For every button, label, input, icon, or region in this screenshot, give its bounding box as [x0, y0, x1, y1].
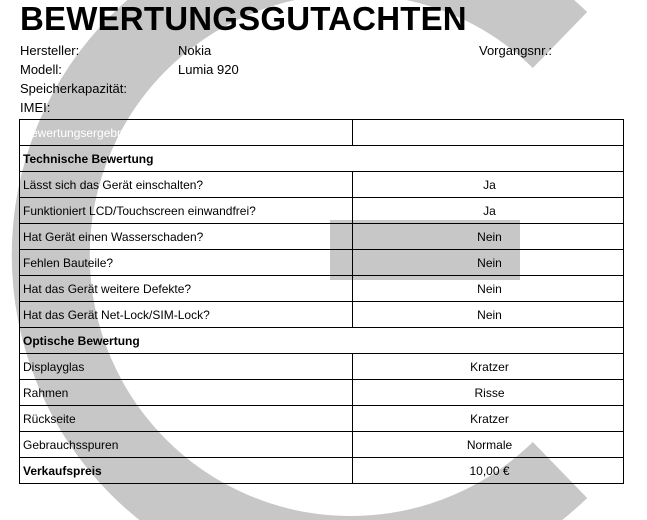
case-number-label: Vorgangsnr.:	[479, 43, 552, 58]
table-row	[20, 224, 624, 250]
total-label: Verkaufspreis	[20, 458, 353, 484]
question-cell: Rückseite	[20, 406, 353, 432]
results-table	[19, 119, 624, 484]
question-cell: Gebrauchsspuren	[20, 432, 353, 458]
table-row	[20, 354, 624, 380]
question-cell: Displayglas	[20, 354, 353, 380]
imei-label: IMEI:	[20, 100, 51, 115]
section-optical	[20, 328, 624, 354]
answer-cell: Nein	[353, 250, 624, 276]
manufacturer-value: Nokia	[178, 43, 212, 58]
answer-cell: Risse	[353, 380, 624, 406]
section-technical	[20, 146, 624, 172]
document-title: BEWERTUNGSGUTACHTEN	[20, 0, 467, 37]
table-row	[20, 172, 624, 198]
table-row	[20, 276, 624, 302]
question-cell: Funktioniert LCD/Touchscreen einwandfrei?	[20, 198, 353, 224]
answer-cell: Nein	[353, 224, 624, 250]
manufacturer-label: Hersteller:	[20, 43, 80, 58]
answer-cell: Ja	[353, 198, 624, 224]
header-rating: Bewertung Teqcycle	[353, 120, 624, 146]
question-cell: Hat das Gerät weitere Defekte?	[20, 276, 353, 302]
table-row	[20, 302, 624, 328]
answer-cell: Nein	[353, 302, 624, 328]
table-row	[20, 432, 624, 458]
table-row	[20, 250, 624, 276]
question-cell: Fehlen Bauteile?	[20, 250, 353, 276]
answer-cell: Kratzer	[353, 354, 624, 380]
header-results: Bewertungsergebnisse	[20, 120, 353, 146]
table-header-row	[20, 120, 624, 146]
section-optical-label: Optische Bewertung	[20, 328, 624, 354]
table-row	[20, 406, 624, 432]
table-row	[20, 380, 624, 406]
question-cell: Lässt sich das Gerät einschalten?	[20, 172, 353, 198]
total-row	[20, 458, 624, 484]
imei-redaction	[172, 96, 277, 116]
question-cell: Hat das Gerät Net-Lock/SIM-Lock?	[20, 302, 353, 328]
answer-cell: Nein	[353, 276, 624, 302]
storage-label: Speicherkapazität:	[20, 81, 127, 96]
answer-cell: Normale	[353, 432, 624, 458]
answer-cell: Ja	[353, 172, 624, 198]
model-value: Lumia 920	[178, 62, 239, 77]
table-row	[20, 198, 624, 224]
model-label: Modell:	[20, 62, 62, 77]
total-value: 10,00 €	[353, 458, 624, 484]
question-cell: Rahmen	[20, 380, 353, 406]
answer-cell: Kratzer	[353, 406, 624, 432]
question-cell: Hat Gerät einen Wasserschaden?	[20, 224, 353, 250]
section-technical-label: Technische Bewertung	[20, 146, 624, 172]
